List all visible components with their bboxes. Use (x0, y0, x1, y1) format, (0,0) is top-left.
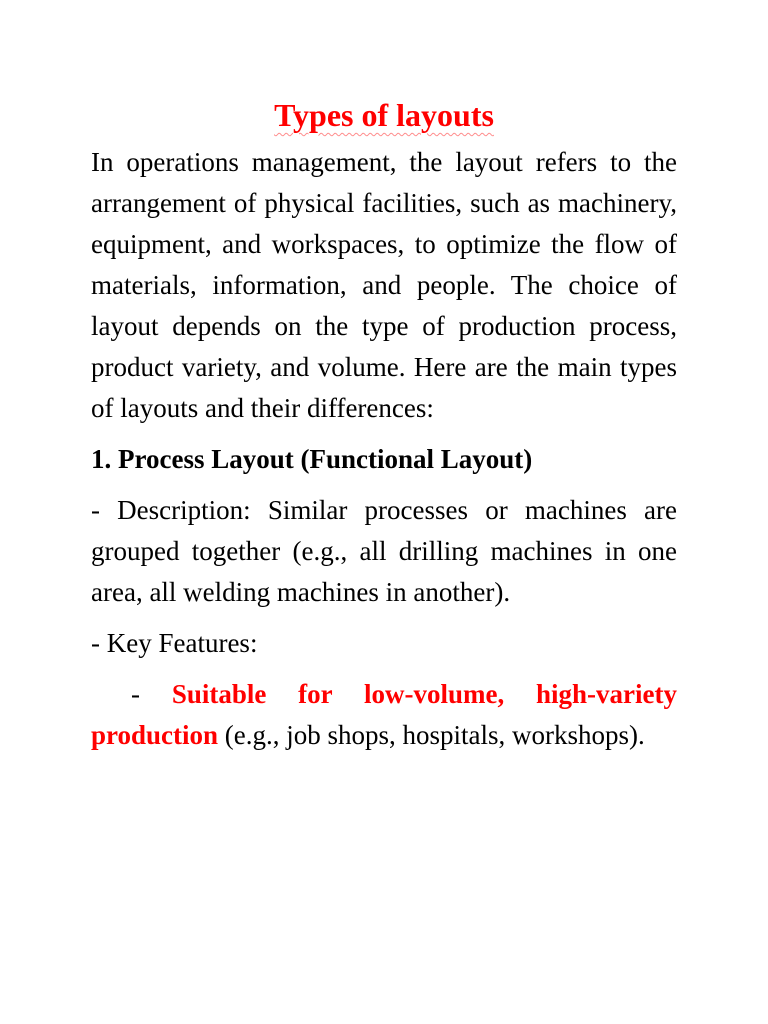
feature-highlight-text: Suitable for low-volume, high-variety production (91, 679, 678, 750)
feature-bullet: - (131, 679, 140, 709)
feature-rest-text: (e.g., job shops, hospitals, workshops). (224, 720, 645, 750)
document-title (91, 92, 677, 138)
document-title-text: Types of layouts (274, 97, 494, 133)
intro-paragraph: In operations management, the layout refers to the arrangement of physical facilities, such as machinery, equipment, and workspaces, to optimize the flow of materials, information, and people. The choice of layout depends on the type of production process, product variety, and volume. Here are the main types of layouts and their differences: (91, 147, 677, 423)
document-page (91, 92, 677, 756)
feature-item (91, 674, 677, 756)
key-features-label: - Key Features: (91, 628, 258, 658)
section-heading-process-layout: 1. Process Layout (Functional Layout) (91, 444, 533, 474)
section-description: - Description: Similar processes or machines are grouped together (e.g., all drilling machines in one area, all welding machines in another). (91, 495, 677, 607)
